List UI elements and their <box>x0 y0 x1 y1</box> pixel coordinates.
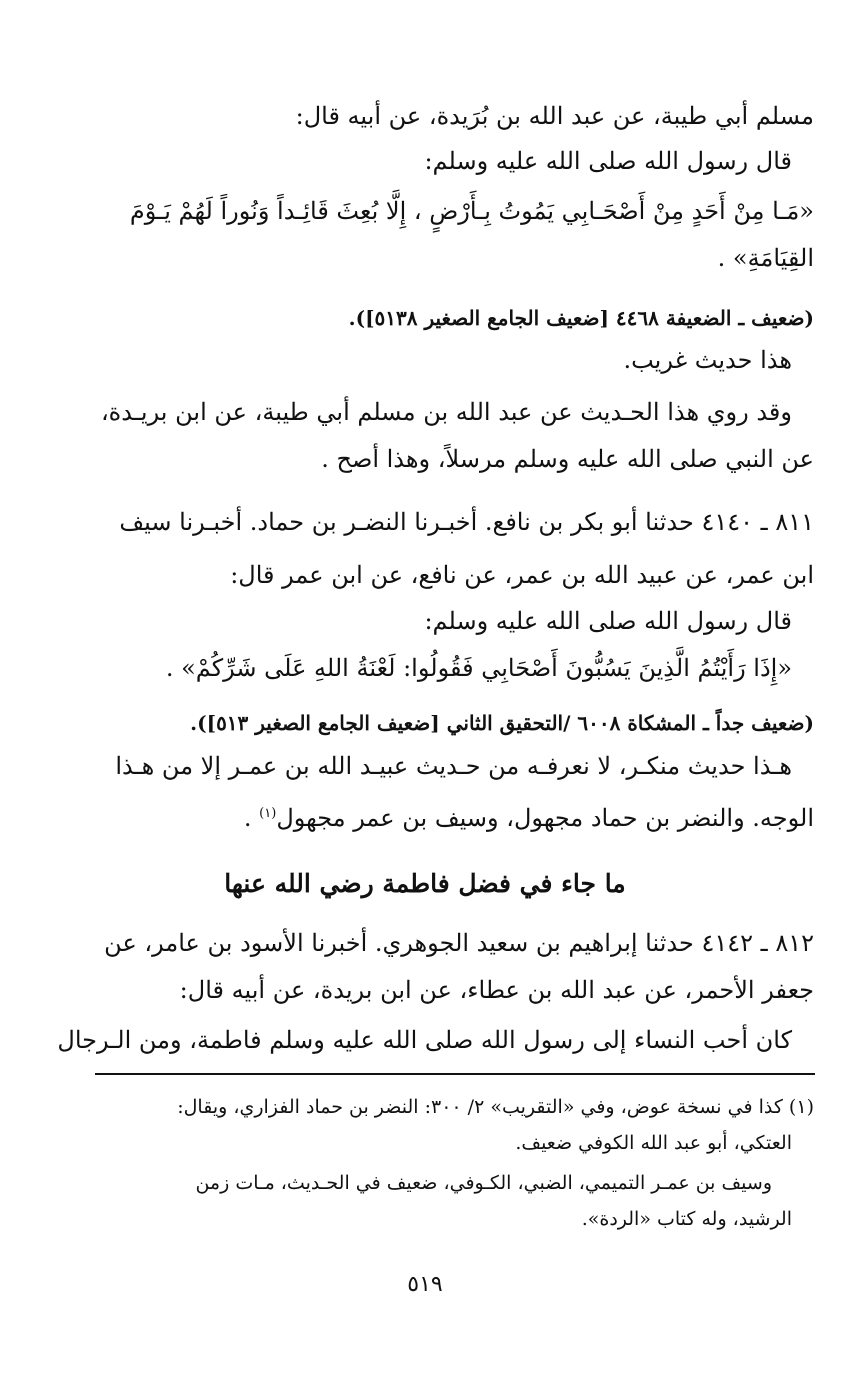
text-line: جعفر الأحمر، عن عبد الله بن عطاء، عن ابن بريدة، عن أبيه قال: <box>179 976 814 1004</box>
footnote-marker: (١) <box>259 806 277 821</box>
section-heading: ما جاء في فضل فاطمة رضي الله عنها <box>224 869 626 898</box>
footnote-line: وسيف بن عمـر التميمي، الضبي، الكـوفي، ضعيف في الحـديث، مـات زمن <box>195 1172 772 1194</box>
text-line: مسلم أبي طيبة، عن عبد الله بن بُرَيدة، عن أبيه قال: <box>295 102 814 130</box>
footnote-line: (١) كذا في نسخة عوض، وفي «التقريب» ٢/ ٣٠٠: النضر بن حماد الفزاري، ويقال: <box>177 1096 814 1118</box>
text-line: الوجه. والنضر بن حماد مجهول، وسيف بن عمر مجهول$^{(١)}$ . <box>243 804 814 832</box>
footnote-line: العتكي، أبو عبد الله الكوفي ضعيف. <box>515 1132 792 1154</box>
text-line: قال رسول الله صلى الله عليه وسلم: <box>424 607 792 635</box>
text-line: هذا حديث غريب. <box>623 346 792 374</box>
text-segment: الوجه. والنضر بن حماد مجهول، وسيف بن عمر مجهول <box>276 804 814 832</box>
text-line: ابن عمر، عن عبيد الله بن عمر، عن نافع، عن ابن عمر قال: <box>230 561 814 589</box>
grading-note: (ضعيف ـ الضعيفة ٤٤٦٨ [ضعيف الجامع الصغير ٥١٣٨]). <box>348 306 814 330</box>
text-line: كان أحب النساء إلى رسول الله صلى الله عليه وسلم فاطمة، ومن الـرجال <box>57 1026 792 1054</box>
hadith-text: «إِذَا رَأَيْتُمُ الَّذِينَ يَسُبُّونَ أَصْحَابِي فَقُولُوا: لَعْنَةُ اللهِ عَلَى شَرِّكُمْ» . <box>165 654 792 682</box>
footnote-divider <box>95 1073 815 1075</box>
text-line: عن النبي صلى الله عليه وسلم مرسلاً، وهذا أصح . <box>321 445 814 473</box>
hadith-text: «مَـا مِنْ أَحَدٍ مِنْ أَصْحَـابِي يَمُوتُ بِـأَرْضٍ ، إِلَّا بُعِثَ قَائِـداً وَنُوراً لَهُمْ يَـوْمَ <box>129 197 814 225</box>
text-line: وقد روي هذا الحـديث عن عبد الله بن مسلم أبي طيبة، عن ابن بريـدة، <box>100 398 792 426</box>
grading-note: (ضعيف جداً ـ المشكاة ٦٠٠٨ /التحقيق الثاني [ضعيف الجامع الصغير ٥١٣]). <box>190 711 814 735</box>
text-line: هـذا حديث منكـر، لا نعرفـه من حـديث عبيـد الله بن عمـر إلا من هـذا <box>115 752 792 780</box>
hadith-text: القِيَامَةِ» . <box>717 244 814 272</box>
hadith-number-line: ٨١٢ ـ ٤١٤٢ حدثنا إبراهيم بن سعيد الجوهري. أخبرنا الأسود بن عامر، عن <box>104 929 814 957</box>
page-number: ٥١٩ <box>407 1272 443 1297</box>
hadith-number-line: ٨١١ ـ ٤١٤٠ حدثنا أبو بكر بن نافع. أخبـرنا النضـر بن حماد. أخبـرنا سيف <box>119 508 814 536</box>
footnote-line: الرشيد، وله كتاب «الردة». <box>581 1208 792 1230</box>
text-line: قال رسول الله صلى الله عليه وسلم: <box>424 147 792 175</box>
